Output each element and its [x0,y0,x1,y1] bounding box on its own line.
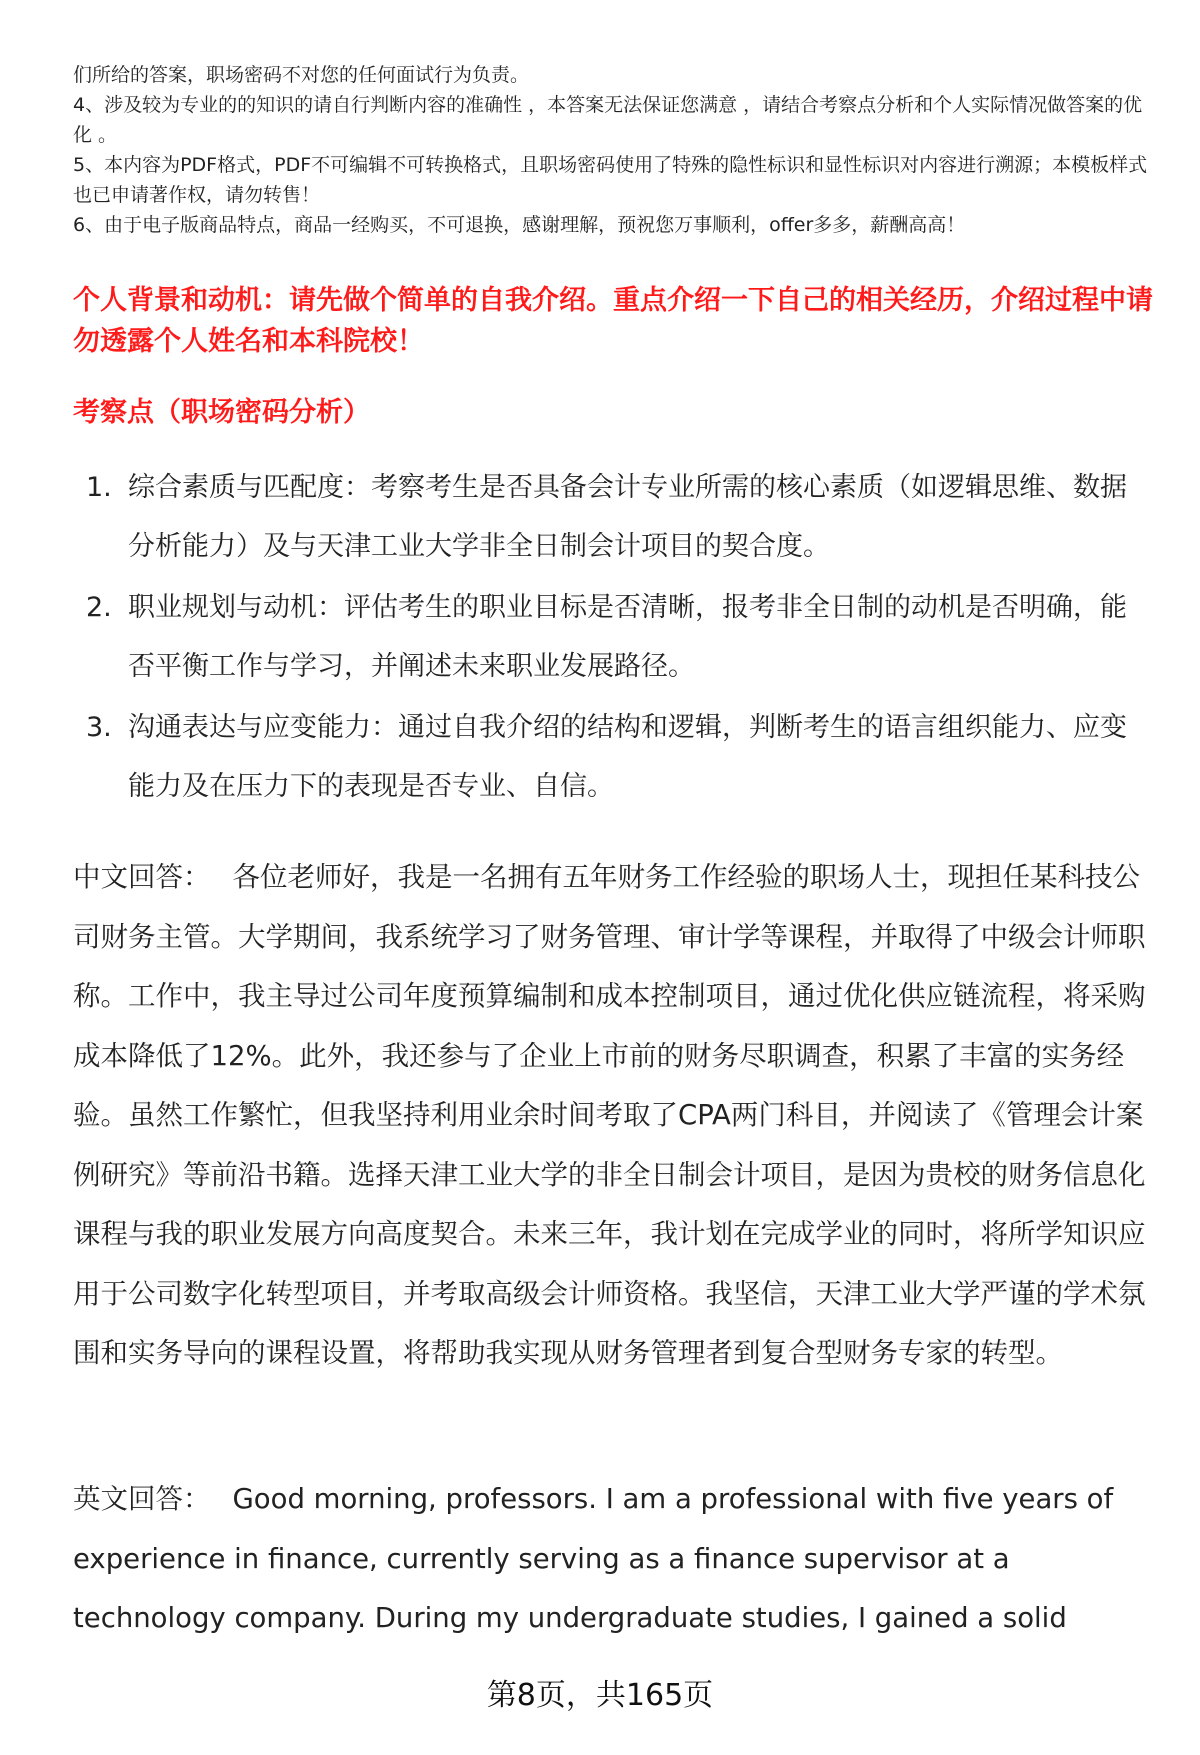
kaocha-point [80,698,1140,816]
notice-line: 5、本内容为PDF格式，PDF不可编辑不可转换格式，且职场密码使用了特殊的隐性标识和显性标识对内容进行溯源；本模板样式也已申请著作权，请勿转售！ [73,154,1148,206]
point-text: 沟通表达与应变能力：通过自我介绍的结构和逻辑，判断考生的语言组织能力、应变能力及在压力下的表现是否专业、自信。 [128,712,1127,802]
kaocha-point [80,458,1140,576]
chinese-answer [73,848,1158,1384]
point-text: 综合素质与匹配度：考察考生是否具备会计专业所需的核心素质（如逻辑思维、数据分析能力）及与天津工业大学非全日制会计项目的契合度。 [128,472,1127,562]
english-answer [73,1470,1158,1649]
chinese-answer-text: 各位老师好，我是一名拥有五年财务工作经验的职场人士，现担任某科技公司财务主管。大学期间，我系统学习了财务管理、审计学等课程，并取得了中级会计师职称。工作中，我主导过公司年度预算编制和成本控制项目，通过优化供应链流程，将采购成本降低了12%。此外，我还参与了企业上市前的财务尽职调查，积累了丰富的实务经验。虽然工作繁忙，但我坚持利用业余时间考取了CPA两门科目，并阅读了《管理会计案例研究》等前沿书籍。选择天津工业大学的非全日制会计项目，是因为贵校的财务信息化课程与我的职业发展方向高度契合。未来三年，我计划在完成学业的同时，将所学知识应用于公司数字化转型项目，并考取高级会计师资格。我坚信，天津工业大学严谨的学术氛围和实务导向的课程设置，将帮助我实现从财务管理者到复合型财务专家的转型。 [73,861,1146,1369]
notice-line: 们所给的答案，职场密码不对您的任何面试行为负责。 [73,64,530,86]
english-answer-text: Good morning, professors. I am a professional with five years of experience in finance, currently serving as a finance supervisor at a technology company. During my undergraduate studies, I gained a solid [73,1483,1114,1634]
point-text: 职业规划与动机：评估考生的职业目标是否清晰，报考非全日制的动机是否明确，能否平衡工作与学习，并阐述未来职业发展路径。 [128,592,1127,682]
question-heading: 个人背景和动机：请先做个简单的自我介绍。重点介绍一下自己的相关经历，介绍过程中请勿透露个人姓名和本科院校！ [73,285,1153,357]
kaocha-heading: 考察点（职场密码分析） [73,397,370,428]
english-answer-label: 英文回答： [73,1483,211,1515]
notice-block [73,60,1153,240]
point-number: 2. [86,592,112,623]
point-number: 3. [86,712,112,743]
kaocha-point [80,578,1140,696]
chinese-answer-label: 中文回答： [73,861,211,893]
page-footer: 第8页，共165页 [486,1678,714,1713]
kaocha-points-list [80,458,1140,818]
notice-line: 6、由于电子版商品特点，商品一经购买，不可退换，感谢理解，预祝您万事顺利，offer多多，薪酬高高！ [73,214,966,236]
point-number: 1. [86,472,112,503]
notice-line: 4、涉及较为专业的的知识的请自行判断内容的准确性 ，本答案无法保证您满意 ，请结合考察点分析和个人实际情况做答案的优化 。 [73,94,1143,146]
